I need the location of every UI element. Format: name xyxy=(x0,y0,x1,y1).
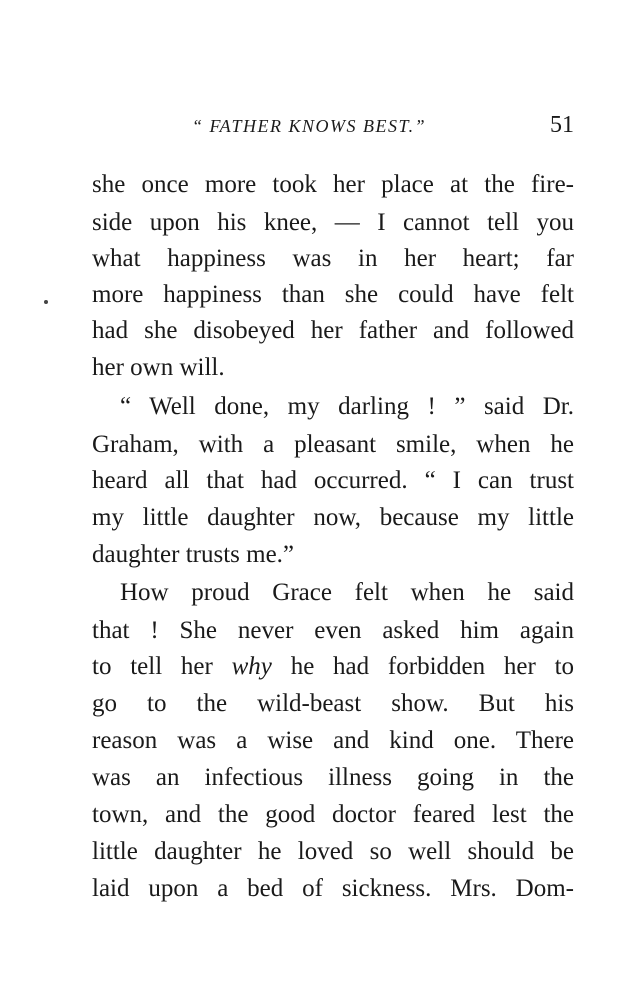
text-line: she once more took her place at the fire- xyxy=(92,171,574,198)
text-line: daughter trusts me.” xyxy=(92,541,295,568)
text-line: reason was a wise and kind one. There xyxy=(92,727,574,754)
text-line: what happiness was in her heart; far xyxy=(92,245,574,272)
text-segment: to tell her xyxy=(92,653,213,680)
text-line: “ Well done, my darling ! ” said Dr. xyxy=(120,393,574,420)
ink-speck xyxy=(44,300,48,304)
running-head xyxy=(92,112,574,144)
text-line: heard all that had occurred. “ I can trust xyxy=(92,467,574,494)
text-line: her own will. xyxy=(92,354,225,381)
text-line: side upon his knee, — I cannot tell you xyxy=(92,209,574,236)
text-line: had she disobeyed her father and followed xyxy=(92,317,574,344)
text-line: How proud Grace felt when he said xyxy=(120,579,574,606)
text-line: go to the wild-beast show. But his xyxy=(92,690,574,717)
text-line: laid upon a bed of sickness. Mrs. Dom- xyxy=(92,875,574,902)
text-line: more happiness than she could have felt xyxy=(92,281,574,308)
text-line: town, and the good doctor feared lest the xyxy=(92,801,574,828)
text-segment: he had forbidden her to xyxy=(290,653,575,680)
running-head-title: “ FATHER KNOWS BEST.” xyxy=(192,116,427,136)
emphasis-word: why xyxy=(231,653,272,680)
text-line: that ! She never even asked him again xyxy=(92,617,574,644)
text-line-with-italic xyxy=(92,652,574,682)
page-number: 51 xyxy=(550,112,574,138)
text-line: my little daughter now, because my little xyxy=(92,504,574,531)
text-line: little daughter he loved so well should be xyxy=(92,838,574,865)
text-line: was an infectious illness going in the xyxy=(92,764,574,791)
text-line: Graham, with a pleasant smile, when he xyxy=(92,431,574,458)
